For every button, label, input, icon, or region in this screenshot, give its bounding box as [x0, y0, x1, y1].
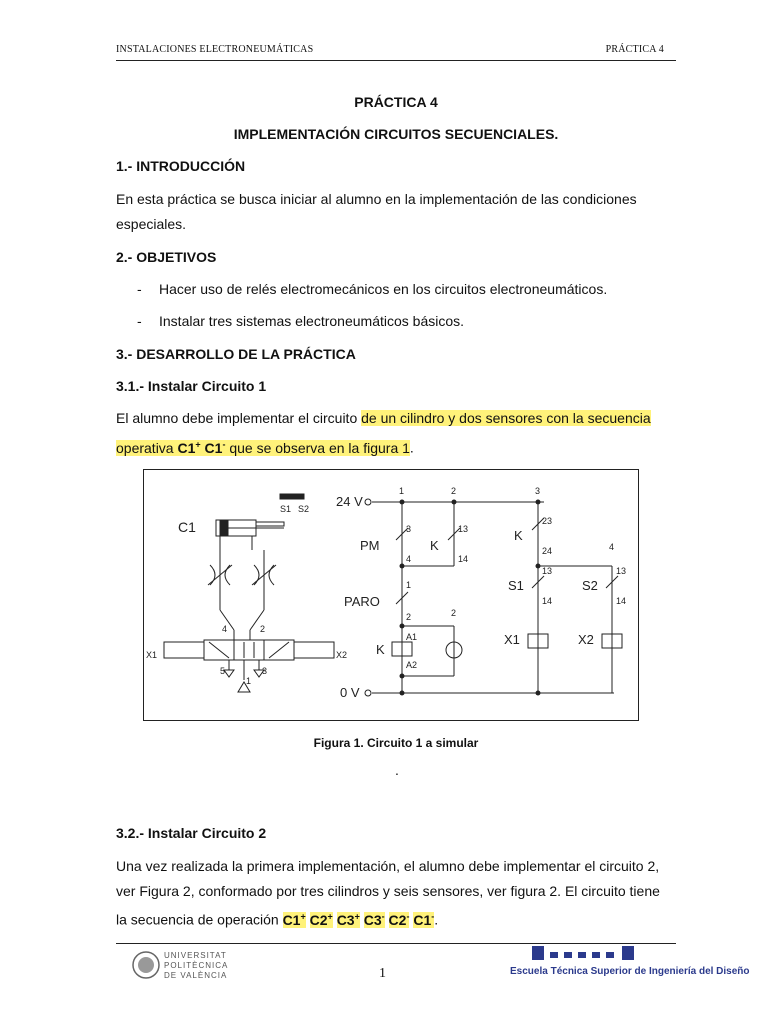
section-3-2-heading: 3.2.- Instalar Circuito 2 — [116, 825, 267, 841]
svg-text:PM: PM — [360, 538, 380, 553]
section-1-heading: 1.- INTRODUCCIÓN — [116, 158, 246, 174]
svg-text:13: 13 — [542, 566, 553, 576]
svg-text:4: 4 — [609, 542, 615, 552]
sequence-step: C2- — [388, 911, 410, 928]
svg-text:K: K — [430, 538, 439, 553]
svg-text:4: 4 — [406, 554, 412, 564]
svg-text:4: 4 — [222, 624, 228, 634]
page-number: 1 — [379, 966, 386, 981]
stray-dot: . — [395, 762, 399, 778]
svg-text:3: 3 — [535, 486, 541, 496]
svg-text:14: 14 — [458, 554, 469, 564]
svg-text:S1: S1 — [280, 504, 292, 514]
svg-text:K: K — [376, 642, 385, 657]
figure-caption: Figura 1. Circuito 1 a simular — [313, 736, 479, 750]
footer-rule — [116, 943, 676, 944]
svg-text:A2: A2 — [406, 660, 418, 670]
svg-text:UNIVERSITAT: UNIVERSITAT — [164, 951, 227, 960]
svg-text:5: 5 — [220, 666, 226, 676]
page-subtitle: IMPLEMENTACIÓN CIRCUITOS SECUENCIALES. — [233, 126, 559, 142]
list-bullet: - — [137, 313, 142, 329]
svg-text:PARO: PARO — [344, 594, 380, 609]
sequence-step: C3+ — [336, 911, 360, 928]
svg-text:13: 13 — [458, 524, 469, 534]
svg-text:2: 2 — [406, 612, 412, 622]
sequence-step: C1- — [413, 911, 435, 928]
highlight: de un cilindro y dos sensores con la secuencia — [361, 410, 651, 426]
svg-text:A1: A1 — [406, 632, 418, 642]
svg-text:S1: S1 — [508, 578, 524, 593]
svg-text:POLITÈCNICA: POLITÈCNICA — [164, 961, 229, 970]
section-2-heading: 2.- OBJETIVOS — [116, 249, 217, 265]
svg-text:X1: X1 — [504, 632, 520, 647]
svg-text:3: 3 — [262, 666, 268, 676]
page-title: PRÁCTICA 4 — [354, 94, 438, 110]
svg-text:1: 1 — [246, 676, 252, 686]
svg-text:K: K — [514, 528, 523, 543]
running-header — [116, 40, 676, 61]
svg-text:0 V: 0 V — [340, 685, 360, 700]
sequence-step: C3- — [363, 911, 385, 928]
circuit-diagram — [144, 470, 638, 720]
svg-text:2: 2 — [451, 486, 457, 496]
upv-logo — [132, 948, 252, 982]
section-1-text-line2: especiales. — [116, 216, 187, 232]
sequence-highlight — [283, 912, 435, 928]
section-3-2-line3: la secuencia de operación C1+ C2+ C3+ C3- C2- C1-. — [116, 911, 439, 928]
svg-text:24 V: 24 V — [336, 494, 363, 509]
section-3-2-line2: ver Figura 2, conformado por tres cilindros y seis sensores, ver figura 2. El circuito tiene — [116, 883, 660, 899]
section-3-1-line2: operativa C1+ C1- que se observa en la figura 1. — [116, 439, 414, 456]
highlight: operativa C1+ C1- que se observa en la figura 1 — [116, 439, 410, 456]
svg-text:2: 2 — [451, 608, 457, 618]
header-course: INSTALACIONES ELECTRONEUMÁTICAS — [116, 44, 314, 55]
section-3-1-heading: 3.1.- Instalar Circuito 1 — [116, 378, 267, 394]
svg-text:14: 14 — [616, 596, 627, 606]
svg-text:13: 13 — [616, 566, 627, 576]
section-1-text-line1: En esta práctica se busca iniciar al alumno en la implementación de las condiciones — [116, 191, 637, 207]
svg-text:S2: S2 — [582, 578, 598, 593]
section-3-2-line1: Una vez realizada la primera implementación, el alumno debe implementar el circuito 2, — [116, 858, 660, 874]
svg-text:2: 2 — [260, 624, 266, 634]
etsid-name: Escuela Técnica Superior de Ingeniería del Diseño — [510, 966, 750, 977]
section-3-heading: 3.- DESARROLLO DE LA PRÁCTICA — [116, 346, 356, 362]
sequence-step: C1+ — [282, 911, 306, 928]
list-bullet: - — [137, 281, 142, 297]
svg-text:1: 1 — [399, 486, 405, 496]
svg-text:X1: X1 — [146, 650, 158, 660]
header-practice: PRÁCTICA 4 — [605, 44, 664, 55]
list-item: Hacer uso de relés electromecánicos en los circuitos electroneumáticos. — [159, 281, 608, 297]
etsid-squares-icon — [530, 946, 680, 964]
svg-text:X2: X2 — [578, 632, 594, 647]
svg-text:1: 1 — [406, 580, 412, 590]
svg-text:S2: S2 — [298, 504, 310, 514]
upv-seal-icon — [132, 948, 252, 982]
svg-text:23: 23 — [542, 516, 553, 526]
label-c1: C1 — [178, 519, 196, 535]
figure-1-circuit — [143, 469, 639, 721]
svg-text:24: 24 — [542, 546, 553, 556]
sequence-step: C2+ — [309, 911, 333, 928]
svg-text:X2: X2 — [336, 650, 348, 660]
svg-text:DE VALÈNCIA: DE VALÈNCIA — [164, 971, 228, 980]
list-item: Instalar tres sistemas electroneumáticos básicos. — [159, 313, 465, 329]
svg-text:14: 14 — [542, 596, 553, 606]
section-3-1-line1: El alumno debe implementar el circuito de un cilindro y dos sensores con la secuencia — [116, 410, 651, 426]
svg-text:3: 3 — [406, 524, 412, 534]
